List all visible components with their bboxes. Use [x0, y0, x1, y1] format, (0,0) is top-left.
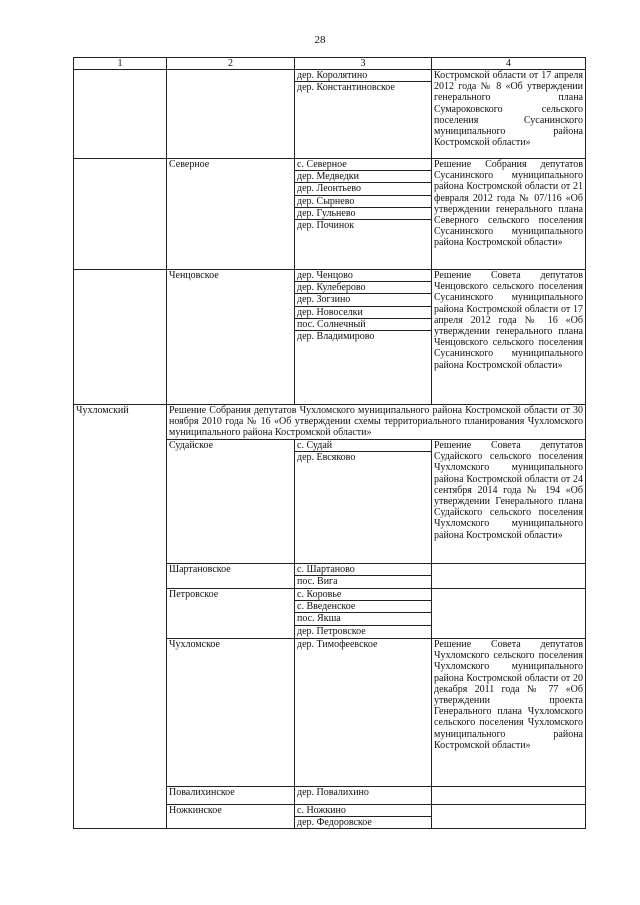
place-name: дер. Константиновское — [297, 82, 395, 94]
decision-cell — [432, 805, 586, 829]
place-name: дер. Евсяково — [297, 452, 356, 464]
column-header: 4 — [432, 58, 586, 70]
page-number: 28 — [314, 34, 326, 46]
district-name: Чухломский — [74, 405, 167, 829]
column-header: 1 — [74, 58, 167, 70]
place-name: с. Северное — [295, 159, 431, 171]
settlement-name: Ножкинское — [167, 805, 295, 829]
place-name: с. Шартаново — [295, 564, 431, 576]
table-header-row — [74, 58, 586, 70]
place-name: с. Ножкино — [295, 805, 431, 817]
decision-cell: Решение Совета депутатов Ченцовского сельского поселения Сусанинского муниципального района Костромской области от 17 апреля 2012 года № 16 «Об утверждении генерального плана Ченцовского сельского поселения Сусанинского муниципального района Костромской области» — [432, 270, 586, 405]
place-name: пос. Солнечный — [295, 318, 431, 330]
decision-cell: Решение Совета депутатов Чухломского сельского поселения Чухломского муниципального района Костромской области от 20 декабря 2011 года № 77 «Об утверждении проекта Генерального плана Чухломского сельского поселения Чухломского муниципального района Костромской области» — [432, 639, 586, 787]
place-name: дер. Федоровское — [297, 817, 372, 829]
places-cell — [295, 70, 432, 159]
places-cell — [295, 589, 432, 639]
settlement-name: Чухломское — [167, 639, 295, 787]
settlement-name: Судайское — [167, 440, 295, 564]
places-cell — [295, 805, 432, 829]
district-decision: Решение Собрания депутатов Чухломского муниципального района Костромской области от 30 ноября 2010 года № 16 «Об утверждении схемы территориального планирования Чухломского муниципального района Костромской области» — [167, 405, 586, 440]
district-row — [74, 405, 586, 440]
place-name: дер. Петровское — [297, 625, 366, 637]
places-cell — [295, 159, 432, 270]
place-name: пос. Якша — [295, 613, 431, 625]
settlement-name: Северное — [167, 159, 295, 270]
places-cell — [295, 564, 432, 589]
decision-cell: Решение Совета депутатов Судайского сельского поселения Чухломского муниципального района Костромской области от 24 сентября 2014 года № 194 «Об утверждении Генерального плана Судайского сельского поселения Чухломского муниципального района Костромской области» — [432, 440, 586, 564]
places-cell — [295, 440, 432, 564]
place-name: дер. Сырнево — [295, 195, 431, 207]
places-cell — [295, 270, 432, 405]
place-name: дер. Королятино — [295, 70, 431, 82]
settlement-name: Повалихинское — [167, 787, 295, 805]
places-cell — [295, 639, 432, 787]
column-header: 2 — [167, 58, 295, 70]
place-name: дер. Гульнево — [295, 207, 431, 219]
table-row — [74, 70, 586, 159]
district-cell — [74, 70, 167, 159]
place-name: дер. Леонтьево — [295, 183, 431, 195]
district-cell — [74, 159, 167, 270]
places-cell — [295, 787, 432, 805]
place-name: с. Введенское — [295, 601, 431, 613]
settlement-name: Шартановское — [167, 564, 295, 589]
place-name: дер. Ченцово — [295, 270, 431, 282]
table-row — [74, 159, 586, 270]
decision-cell: Костромской области от 17 апреля 2012 года № 8 «Об утверждении генерального плана Сумароковского сельского поселения Сусанинского муниципального района Костромской области» — [432, 70, 586, 159]
place-name: дер. Кулеберово — [295, 282, 431, 294]
place-name: дер. Медведки — [295, 171, 431, 183]
place-name: дер. Зогзино — [295, 294, 431, 306]
settlements-table — [73, 57, 586, 829]
settlement-name: Петровское — [167, 589, 295, 639]
district-cell — [74, 270, 167, 405]
place-name: с. Коровье — [295, 589, 431, 601]
settlement-cell — [167, 70, 295, 159]
place-name: пос. Вига — [297, 576, 338, 588]
place-name: дер. Повалихино — [297, 787, 369, 798]
table-row — [74, 270, 586, 405]
decision-cell — [432, 589, 586, 639]
place-name: дер. Починок — [297, 220, 355, 232]
place-name: дер. Владимирово — [297, 331, 375, 343]
decision-cell: Решение Собрания депутатов Сусанинского муниципального района Костромской области от 21 февраля 2012 года № 07/116 «Об утверждении генерального плана Северного сельского поселения Сусанинского муниципального района Костромской области» — [432, 159, 586, 270]
place-name: с. Судай — [295, 440, 431, 452]
decision-cell — [432, 564, 586, 589]
settlement-name: Ченцовское — [167, 270, 295, 405]
place-name: дер. Новоселки — [295, 306, 431, 318]
column-header: 3 — [295, 58, 432, 70]
place-name: дер. Тимофеевское — [297, 639, 378, 650]
decision-cell — [432, 787, 586, 805]
